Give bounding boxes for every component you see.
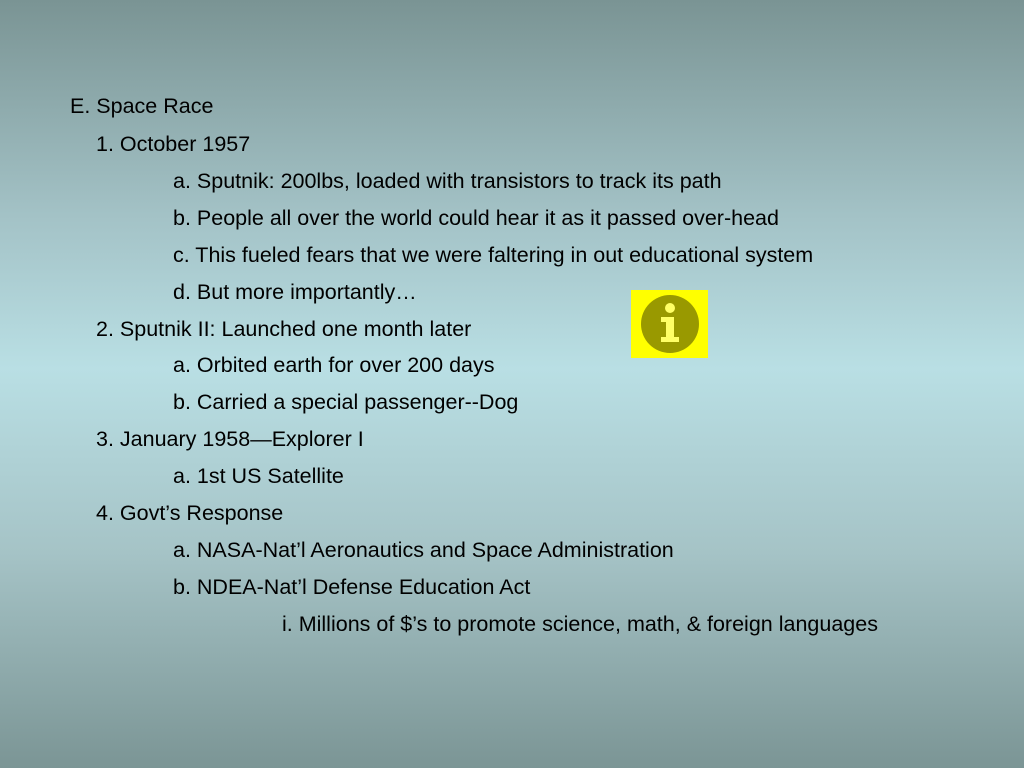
outline-subitem-first-us-satellite: a. 1st US Satellite (173, 464, 344, 488)
outline-item-explorer-i: 3. January 1958—Explorer I (96, 427, 364, 451)
info-icon (638, 292, 702, 356)
outline-heading-space-race: E. Space Race (70, 94, 214, 118)
outline-item-sputnik-ii: 2. Sputnik II: Launched one month later (96, 317, 472, 341)
outline-subitem-nasa: a. NASA-Nat’l Aeronautics and Space Administration (173, 538, 674, 562)
outline-subitem-sputnik: a. Sputnik: 200lbs, loaded with transistors to track its path (173, 169, 722, 193)
outline-item-october-1957: 1. October 1957 (96, 132, 251, 156)
outline-subitem-people-hear: b. People all over the world could hear it as it passed over-head (173, 206, 779, 230)
outline-item-govts-response: 4. Govt’s Response (96, 501, 284, 525)
outline-subitem-special-passenger: b. Carried a special passenger--Dog (173, 390, 519, 414)
info-button[interactable] (631, 290, 708, 358)
outline-subsubitem-millions: i. Millions of $’s to promote science, math, & foreign languages (282, 612, 878, 636)
outline-subitem-ndea: b. NDEA-Nat’l Defense Education Act (173, 575, 531, 599)
outline-subitem-fueled-fears: c. This fueled fears that we were faltering in out educational system (173, 243, 814, 267)
outline-subitem-orbited-earth: a. Orbited earth for over 200 days (173, 353, 495, 377)
outline-subitem-more-importantly: d. But more importantly… (173, 280, 417, 304)
